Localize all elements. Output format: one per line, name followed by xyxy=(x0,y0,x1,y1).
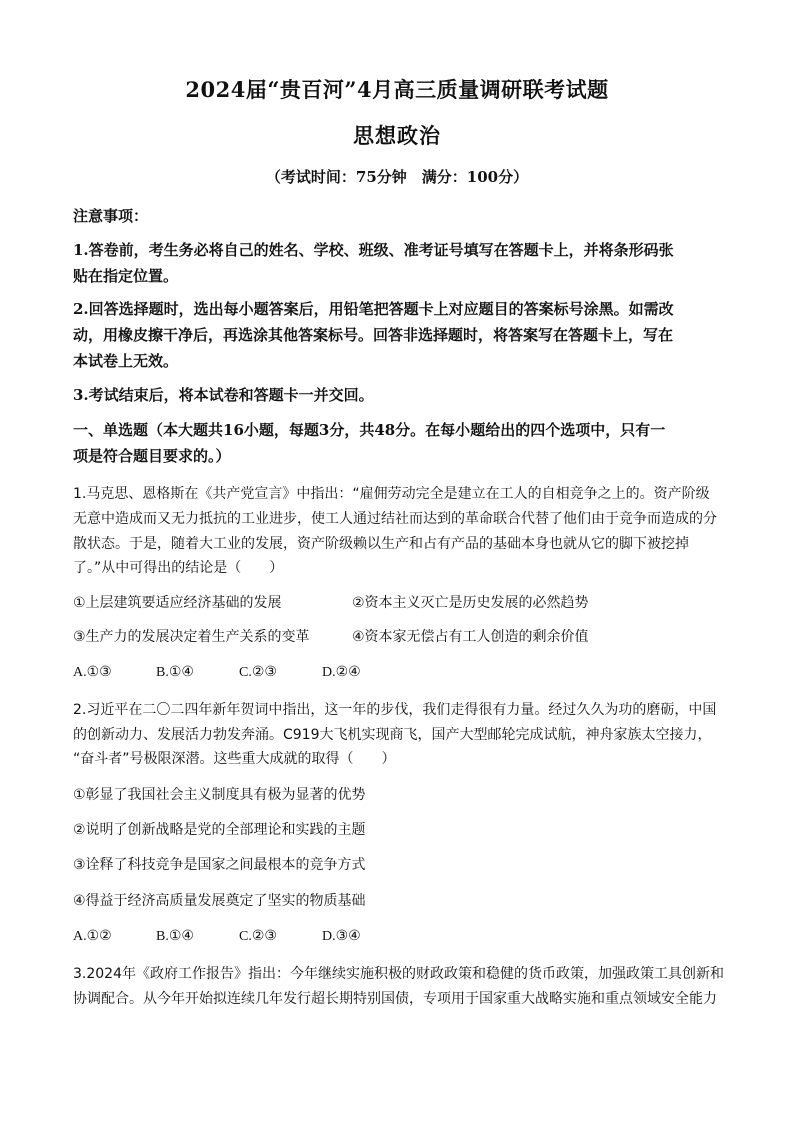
question-1-option: ③生产力的发展决定着生产关系的变革 xyxy=(73,629,310,645)
question-3-stem: 协调配合。从今年开始拟连续几年发行超长期特别国债，专项用于国家重大战略实施和重点领域安全能力 xyxy=(73,991,717,1007)
answer-choice: B.①④ xyxy=(156,665,194,680)
section-heading: 项是符合题目要求的。） xyxy=(73,447,231,465)
answer-choice: B.①④ xyxy=(156,929,194,944)
exam-title: 2024届“贵百河”4月高三质量调研联考试题 xyxy=(185,77,609,102)
note-line: 1.答卷前，考生务必将自己的姓名、学校、班级、准考证号填写在答题卡上，并将条形码张 xyxy=(73,241,674,259)
question-1-option: ②资本主义灭亡是历史发展的必然趋势 xyxy=(352,595,589,611)
question-2-answers xyxy=(73,926,405,948)
answer-choice: A.①② xyxy=(73,929,112,944)
note-line: 3.考试结束后，将本试卷和答题卡一并交回。 xyxy=(73,386,374,404)
question-3-stem: 3.2024年《政府工作报告》指出：今年继续实施积极的财政政策和稳健的货币政策，加强政策工具创新和 xyxy=(73,966,724,982)
question-1-answers xyxy=(73,662,405,684)
question-2-stem: 的创新动力、发展活力勃发奔涌。C919大飞机实现商飞，国产大型邮轮完成试航，神舟家族太空接力， xyxy=(73,727,712,743)
notes-heading: 注意事项： xyxy=(73,207,149,225)
question-2-option: ②说明了创新战略是党的全部理论和实践的主题 xyxy=(73,822,366,838)
note-line: 动，用橡皮擦干净后，再选涂其他答案标号。回答非选择题时，将答案写在答题卡上，写在 xyxy=(73,326,674,344)
answer-choice: A.①③ xyxy=(73,665,112,680)
question-2-stem: 2.习近平在二〇二四年新年贺词中指出，这一年的步伐，我们走得很有力量。经过久久为功的磨砺，中国 xyxy=(73,702,717,718)
answer-choice: C.②③ xyxy=(239,665,277,680)
question-1-stem: 无意中造成而又无力抵抗的工业进步，使工人通过结社而达到的革命联合代替了他们由于竞争而造成的分 xyxy=(73,511,717,527)
subject-title: 思想政治 xyxy=(353,123,441,148)
answer-choice: C.②③ xyxy=(239,929,277,944)
note-line: 贴在指定位置。 xyxy=(73,267,179,285)
question-1-stem: 了。”从中可得出的结论是（ ） xyxy=(73,560,284,576)
exam-info: （考试时间：75分钟 满分：100分） xyxy=(265,168,529,186)
question-2-option: ①彰显了我国社会主义制度具有极为显著的优势 xyxy=(73,787,366,803)
answer-choice: D.③④ xyxy=(322,929,361,944)
note-line: 2.回答选择题时，选出每小题答案后，用铅笔把答题卡上对应题目的答案标号涂黑。如需改 xyxy=(73,300,674,318)
section-heading: 一、单选题（本大题共16小题，每题3分，共48分。在每小题给出的四个选项中，只有一 xyxy=(73,421,666,439)
answer-choice: D.②④ xyxy=(322,665,361,680)
question-1-option: ①上层建筑要适应经济基础的发展 xyxy=(73,595,282,611)
question-2-option: ④得益于经济高质量发展奠定了坚实的物质基础 xyxy=(73,893,366,909)
question-1-option: ④资本家无偿占有工人创造的剩余价值 xyxy=(352,629,589,645)
question-2-option: ③诠释了科技竞争是国家之间最根本的竞争方式 xyxy=(73,857,366,873)
question-1-stem: 散状态。于是，随着大工业的发展，资产阶级赖以生产和占有产品的基础本身也就从它的脚下被挖掉 xyxy=(73,536,689,552)
question-2-stem: “奋斗者”号极限深潜。这些重大成就的取得（ ） xyxy=(73,751,396,767)
note-line: 本试卷上无效。 xyxy=(73,352,179,370)
question-1-stem: 1.马克思、恩格斯在《共产党宣言》中指出：“雇佣劳动完全是建立在工人的自相竞争之上的。资产阶级 xyxy=(73,486,710,502)
